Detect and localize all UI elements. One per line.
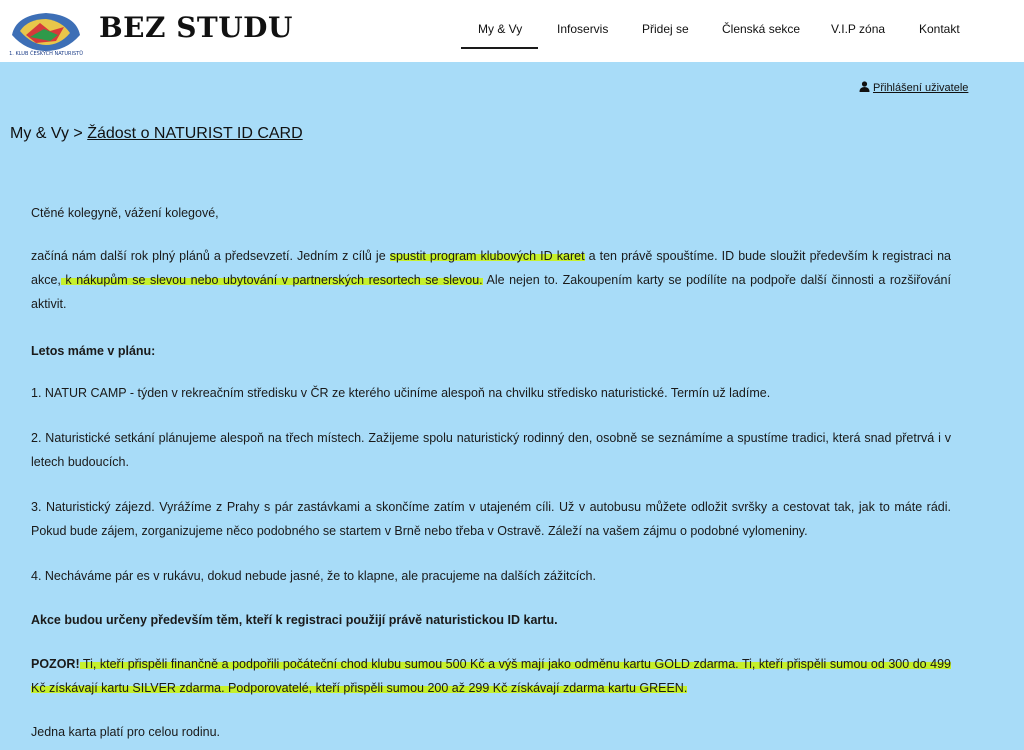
warning-highlight: Ti, kteří přispěli finančně a podpořili počáteční chod klubu sumou 500 Kč a výš mají jako odměnu kartu GOLD zdarma. Ti, kteří přispěli sumou od 300 do 499 Kč získávají kartu SILVER zdarma. Podporovatelé, kteří přispěli sumou 200 až 299 Kč získávají zdarma kartu GREEN. (31, 657, 951, 695)
nav-kontakt[interactable]: Kontakt (919, 22, 960, 36)
logo-text: 1. KLUB ČESKÝCH NATURISTŮ (9, 51, 83, 57)
main-nav (0, 0, 1024, 62)
plan-item-4: 4. Necháváme pár es v rukávu, dokud nebude jasné, že to klapne, ale pracujeme na dalších zážitcích. (31, 569, 596, 583)
site-header (0, 0, 1024, 62)
intro-highlight-2: k nákupům se slevou nebo ubytování v partnerských resortech se slevou. (60, 273, 483, 287)
nav-vip-zona[interactable]: V.I.P zóna (831, 22, 886, 36)
plan-heading: Letos máme v plánu: (31, 344, 156, 358)
nav-active-indicator (461, 47, 538, 49)
family-note: Jedna karta platí pro celou rodinu. (31, 725, 221, 739)
warning-paragraph (31, 652, 951, 700)
events-note: Akce budou určeny především těm, kteří k registraci použijí právě naturistickou ID kartu. (31, 613, 558, 627)
intro-text-1: začíná nám další rok plný plánů a předsevzetí. Jedním z cílů je (31, 249, 390, 263)
user-icon (859, 81, 870, 92)
intro-text-2: a ten právě spouštíme. ID bude sloužit především k registraci na akce, (31, 249, 951, 287)
brand-title[interactable]: BEZ STUDU (99, 11, 293, 44)
plan-item-1: 1. NATUR CAMP - týden v rekreačním středisku v ČR ze kterého učiníme alespoň na chvilku středisko naturistické. Termín už ladíme. (31, 386, 771, 400)
breadcrumb (10, 125, 303, 143)
intro-highlight-1: spustit program klubových ID karet (389, 249, 585, 263)
article-greeting: Ctěné kolegyně, vážení kolegové, (31, 206, 219, 220)
login-label: Přihlášení uživatele (873, 82, 969, 94)
breadcrumb-separator: > (68, 125, 88, 142)
login-link[interactable] (859, 81, 968, 94)
warning-label: POZOR! (31, 657, 80, 671)
article-intro (31, 244, 951, 316)
plan-item-2: 2. Naturistické setkání plánujeme alespoň na třech místech. Zažijeme spolu naturistický rodinný den, osobně se seznámíme a spustíme tradici, která snad přetrvá i v letech budoucích. (31, 431, 951, 469)
plan-item-3: 3. Naturistický zájezd. Vyrážíme z Prahy s pár zastávkami a skončíme zatím v utajeném cíli. Už v autobusu můžete odložit svršky a cestovat tak, jak to máte rádi. Pokud bude zájem, zorganizujeme něco podobného se startem v Brně nebo třeba v Ostravě. Záleží na vašem zájmu o podobné vylomeniny. (31, 500, 951, 538)
breadcrumb-parent[interactable]: My & Vy (10, 125, 69, 142)
nav-my-a-vy[interactable]: My & Vy (478, 22, 523, 36)
nav-clenska-sekce[interactable]: Členská sekce (722, 22, 801, 36)
intro-text-3: Ale nejen to. Zakoupením karty se podílíte na podpoře další činnosti a rozšiřování aktivit. (31, 273, 951, 311)
nav-pridej-se[interactable]: Přidej se (642, 22, 689, 36)
nav-infoservis[interactable]: Infoservis (557, 22, 609, 36)
breadcrumb-current[interactable]: Žádost o NATURIST ID CARD (87, 125, 303, 142)
